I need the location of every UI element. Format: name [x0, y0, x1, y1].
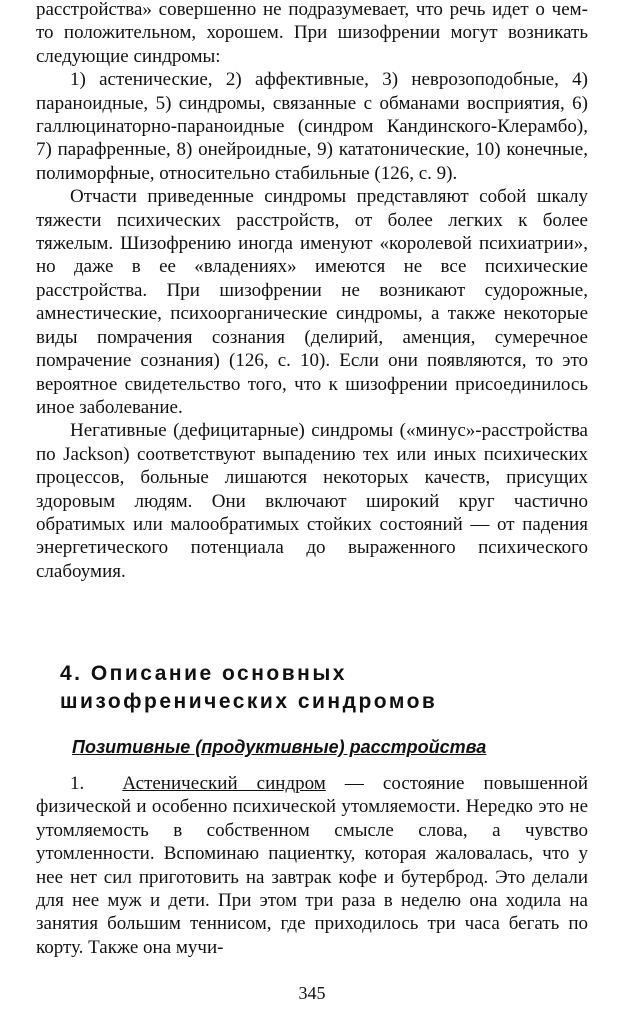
page-number: 345: [298, 983, 326, 1003]
paragraph-continuation: расстройства» совершенно не подразумевает, что речь идет о чем-то положительном, хорошем. При шизофрении могут возникать следующие синдромы:: [36, 0, 588, 67]
item-text: — состояние повышенной физической и особенно психической утомляемости. Нередко это не утомляемость в собственном смысле слова, а чувство утомленности. Вспоминаю пациентку, которая жаловалась, что у нее нет сил приготовить на завтрак кофе и бутерброд. Это делали для нее муж и дети. При этом три раза в неделю она ходила на занятия большим теннисом, где приходилось три часа бегать по корту. Также она мучи-: [36, 773, 588, 958]
book-page: [36, 0, 588, 1010]
section-heading-line-1: 4. Описание основных: [60, 662, 347, 685]
paragraph-asthenic-syndrome: [36, 772, 588, 959]
section-heading: [60, 660, 580, 716]
paragraph-negative-syndromes: Негативные (дефицитарные) синдромы («минус»-расстройства по Jackson) соответствуют выпадению тех или иных психических процессов, больные лишаются некоторых качеств, присущих здоровым людям. Они включают широкий круг частично обратимых или малообратимых стойких состояний — от падения энергетического потенциала до выраженного психического слабоумия.: [36, 420, 588, 582]
item-number: 1.: [70, 773, 85, 794]
item-term: Астенический синдром: [122, 773, 326, 794]
paragraph-severity-scale: Отчасти приведенные синдромы представляют собой шкалу тяжести психических расстройств, от более легких к более тяжелым. Шизофрению иногда именуют «королевой психиатрии», но даже в ее «владениях» имеются не все психические расстройства. При шизофрении не возникают судорожные, амнестические, психоорганические синдромы, а также некоторые виды помрачения сознания (делирий, аменция, сумеречное помрачение сознания) (126, с. 10). Если они появляются, то это вероятное свидетельство того, что к шизофрении присоединилось иное заболевание.: [36, 186, 588, 418]
section-heading-line-2: шизофренических синдромов: [60, 690, 438, 713]
subsection-heading: Позитивные (продуктивные) расстройства: [72, 737, 487, 757]
paragraph-syndrome-list: 1) астенические, 2) аффективные, 3) неврозоподобные, 4) параноидные, 5) синдромы, связанные с обманами восприятия, 6) галлюцинаторно-параноидные (синдром Кандинского-Клерамбо), 7) парафренные, 8) онейроидные, 9) кататонические, 10) конечные, полиморфные, относительно стабильные (126, с. 9).: [36, 69, 588, 184]
body-text-bottom: [36, 772, 588, 959]
body-text-top: [36, 0, 588, 583]
